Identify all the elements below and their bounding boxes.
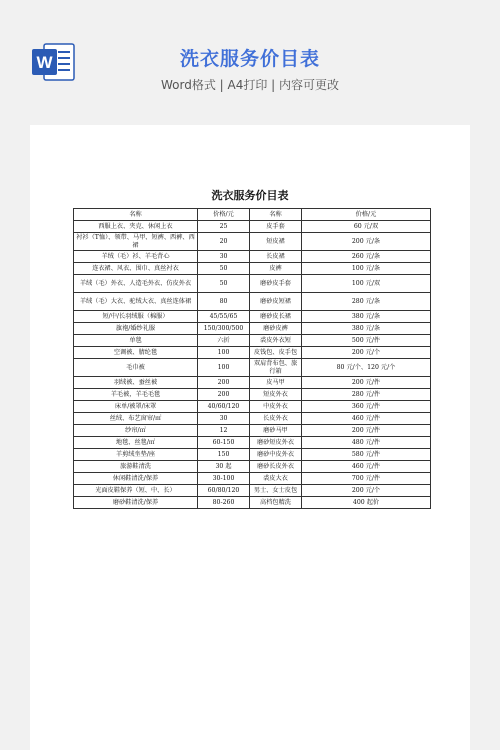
table-row — [74, 473, 431, 485]
item-name-cell: 光面皮鞋保养（短、中、长） — [74, 485, 198, 497]
price-cell: 100 元/双 — [302, 275, 431, 293]
item-name-cell: 羊绒（毛）衫、羊毛背心 — [74, 251, 198, 263]
item-name-cell: 羊绒（毛）外衣、人造毛外衣、仿皮外衣 — [74, 275, 198, 293]
item-name-cell: 高档包精洗 — [250, 497, 302, 509]
item-name-cell: 磨砂皮长裙 — [250, 311, 302, 323]
price-cell: 580 元/件 — [302, 449, 431, 461]
item-name-cell: 连衣裙、风衣、围巾、真丝衬衣 — [74, 263, 198, 275]
item-name-cell: 地毯、丝毯/㎡ — [74, 437, 198, 449]
item-name-cell: 皮裤 — [250, 263, 302, 275]
price-cell: 200 元/个 — [302, 347, 431, 359]
table-row — [74, 485, 431, 497]
table-row — [74, 449, 431, 461]
price-cell: 30 起 — [198, 461, 250, 473]
item-name-cell: 短皮外衣 — [250, 389, 302, 401]
item-name-cell: 双肩背布包、旅行箱 — [250, 359, 302, 377]
item-name-cell: 磨砂长皮外衣 — [250, 461, 302, 473]
table-row — [74, 389, 431, 401]
price-cell: 80-260 — [198, 497, 250, 509]
table-row — [74, 401, 431, 413]
item-name-cell: 旗袍/婚纱礼服 — [74, 323, 198, 335]
price-cell: 60-150 — [198, 437, 250, 449]
price-cell: 480 元/件 — [302, 437, 431, 449]
item-name-cell: 磨砂皮裤 — [250, 323, 302, 335]
item-name-cell: 毛巾被 — [74, 359, 198, 377]
price-cell: 60 元/双 — [302, 221, 431, 233]
item-name-cell: 羊毛被，羊毛毛毯 — [74, 389, 198, 401]
table-row — [74, 251, 431, 263]
table-row — [74, 413, 431, 425]
price-cell: 700 元/件 — [302, 473, 431, 485]
column-header: 价格/元 — [302, 209, 431, 221]
item-name-cell: 羽绒被、蚕丝被 — [74, 377, 198, 389]
item-name-cell: 磨砂鞋清洗/保养 — [74, 497, 198, 509]
item-name-cell: 羊绒（毛）大衣、驼绒大衣、真丝连体裙 — [74, 293, 198, 311]
price-cell: 260 元/条 — [302, 251, 431, 263]
item-name-cell: 纱帘/㎡ — [74, 425, 198, 437]
price-cell: 380 元/条 — [302, 323, 431, 335]
item-name-cell: 磨砂皮短裙 — [250, 293, 302, 311]
price-cell: 60/80/120 — [198, 485, 250, 497]
page-header — [0, 0, 500, 118]
page-title: 洗衣服务价目表 — [179, 48, 320, 70]
item-name-cell: 磨砂皮手套 — [250, 275, 302, 293]
column-header: 价格/元 — [198, 209, 250, 221]
price-cell: 30-100 — [198, 473, 250, 485]
price-cell: 150 — [198, 449, 250, 461]
item-name-cell: 休闲鞋清洗/保养 — [74, 473, 198, 485]
table-header-row — [74, 209, 431, 221]
table-row — [74, 323, 431, 335]
item-name-cell: 皮手套 — [250, 221, 302, 233]
price-table — [73, 208, 431, 509]
page-subtitle: Word格式 | A4打印 | 内容可更改 — [160, 78, 340, 92]
price-cell: 200 — [198, 389, 250, 401]
item-name-cell: 衬衫（T恤）、领带、马甲、短裤、西裤、西裙 — [74, 233, 198, 251]
item-name-cell: 羊剪绒坐垫/座 — [74, 449, 198, 461]
item-name-cell: 旅游鞋清洗 — [74, 461, 198, 473]
item-name-cell: 男士、女士皮包 — [250, 485, 302, 497]
price-cell: 45/55/65 — [198, 311, 250, 323]
column-header: 名称 — [250, 209, 302, 221]
price-cell: 100 — [198, 359, 250, 377]
price-cell: 500 元/件 — [302, 335, 431, 347]
svg-text:W: W — [36, 53, 53, 72]
document-title: 洗衣服务价目表 — [211, 189, 289, 202]
price-cell: 100 — [198, 347, 250, 359]
item-name-cell: 单毯 — [74, 335, 198, 347]
item-name-cell: 裘皮大衣 — [250, 473, 302, 485]
price-cell: 50 — [198, 263, 250, 275]
price-cell: 200 元/条 — [302, 233, 431, 251]
item-name-cell: 西服上衣、夹克、休闲上衣 — [74, 221, 198, 233]
price-cell: 40/60/120 — [198, 401, 250, 413]
price-cell: 200 元/件 — [302, 425, 431, 437]
table-row — [74, 461, 431, 473]
item-name-cell: 短/中/长羽绒服（棉服） — [74, 311, 198, 323]
column-header: 名称 — [74, 209, 198, 221]
table-row — [74, 377, 431, 389]
table-row — [74, 263, 431, 275]
price-cell: 200 元/件 — [302, 377, 431, 389]
price-cell: 150/300/500 — [198, 323, 250, 335]
price-cell: 20 — [198, 233, 250, 251]
price-cell: 六折 — [198, 335, 250, 347]
price-cell: 200 — [198, 377, 250, 389]
item-name-cell: 中皮外衣 — [250, 401, 302, 413]
item-name-cell: 丝绒、布艺窗帘/㎡ — [74, 413, 198, 425]
table-row — [74, 311, 431, 323]
price-cell: 280 元/件 — [302, 389, 431, 401]
item-name-cell: 床单/被罩/床罩 — [74, 401, 198, 413]
price-cell: 400 起价 — [302, 497, 431, 509]
price-cell: 30 — [198, 413, 250, 425]
table-row — [74, 359, 431, 377]
item-name-cell: 磨砂中皮外衣 — [250, 449, 302, 461]
price-cell: 380 元/条 — [302, 311, 431, 323]
item-name-cell: 皮钱包、皮手包 — [250, 347, 302, 359]
item-name-cell: 皮马甲 — [250, 377, 302, 389]
price-cell: 200 元/个 — [302, 485, 431, 497]
table-row — [74, 335, 431, 347]
price-cell: 25 — [198, 221, 250, 233]
price-cell: 80 元/个、120 元/个 — [302, 359, 431, 377]
table-row — [74, 425, 431, 437]
document-page — [30, 125, 470, 750]
item-name-cell: 空调被、腈纶毯 — [74, 347, 198, 359]
table-row — [74, 293, 431, 311]
price-cell: 360 元/件 — [302, 401, 431, 413]
table-row — [74, 233, 431, 251]
table-row — [74, 437, 431, 449]
table-row — [74, 221, 431, 233]
price-cell: 50 — [198, 275, 250, 293]
price-cell: 100 元/条 — [302, 263, 431, 275]
item-name-cell: 长皮外衣 — [250, 413, 302, 425]
item-name-cell: 磨砂马甲 — [250, 425, 302, 437]
item-name-cell: 裘皮外衣短 — [250, 335, 302, 347]
table-row — [74, 275, 431, 293]
item-name-cell: 磨砂短皮外衣 — [250, 437, 302, 449]
price-cell: 460 元/件 — [302, 413, 431, 425]
price-cell: 280 元/条 — [302, 293, 431, 311]
item-name-cell: 短皮裙 — [250, 233, 302, 251]
item-name-cell: 长皮裙 — [250, 251, 302, 263]
price-cell: 12 — [198, 425, 250, 437]
price-cell: 80 — [198, 293, 250, 311]
table-row — [74, 347, 431, 359]
price-cell: 460 元/件 — [302, 461, 431, 473]
price-cell: 30 — [198, 251, 250, 263]
table-row — [74, 497, 431, 509]
